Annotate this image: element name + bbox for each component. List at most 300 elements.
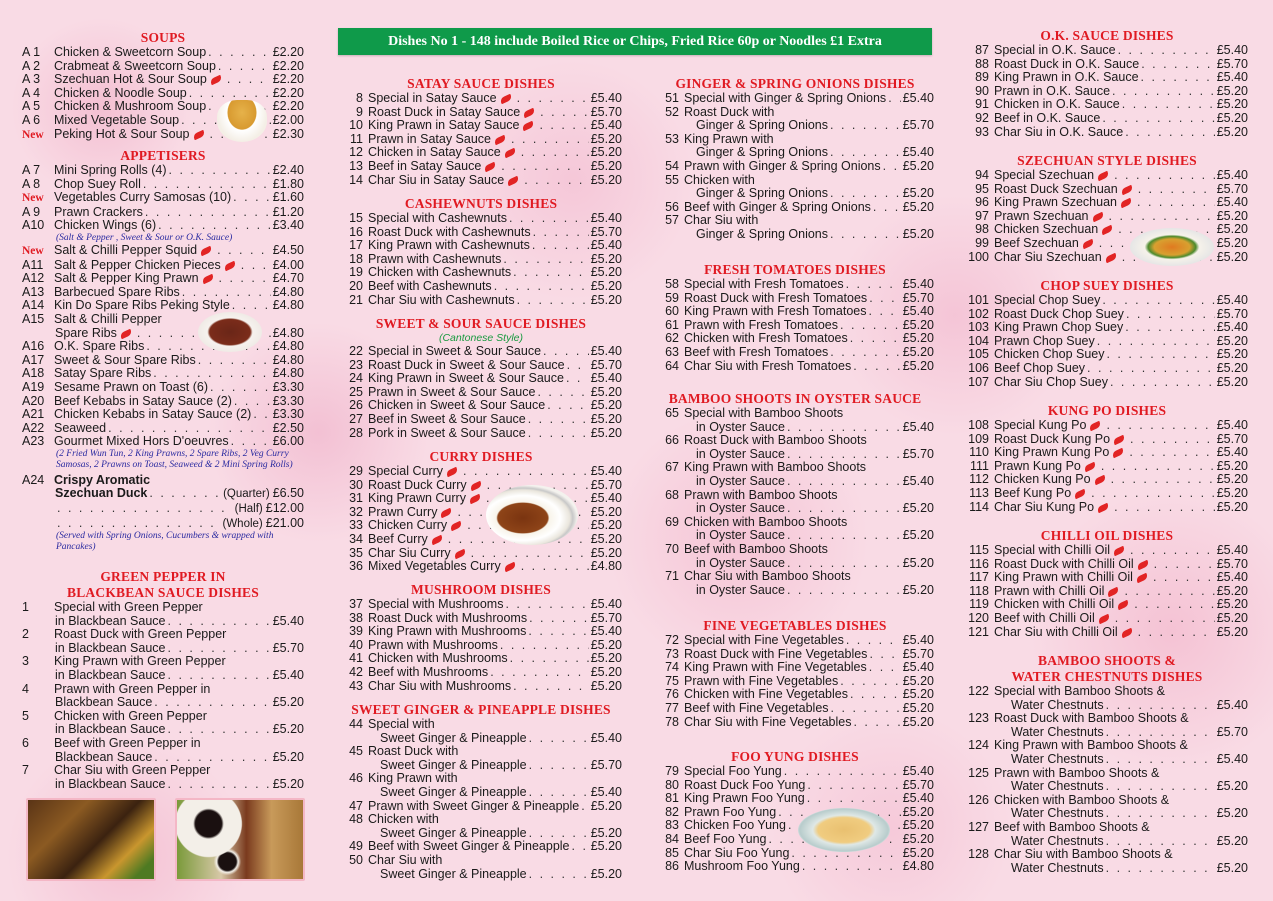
leader-dots [528, 427, 589, 441]
item-name: Chicken Kung Po [994, 472, 1091, 487]
leader-dots [566, 372, 589, 386]
item-price: £5.20 [272, 749, 304, 764]
item-number: 51 [665, 91, 679, 105]
item-number: 119 [969, 597, 989, 612]
item-name: King Prawn with [684, 131, 774, 146]
item-name: Prawn with Green Pepper in [54, 681, 211, 696]
menu-item [22, 164, 304, 178]
menu-item [340, 146, 622, 160]
leader-dots [528, 625, 588, 639]
item-number: A20 [22, 393, 45, 408]
item-number: 124 [968, 738, 989, 753]
new-badge: New [22, 192, 44, 205]
item-number: 122 [968, 684, 989, 698]
item-name: Sesame Prawn on Toast (6) [54, 379, 209, 394]
leader-dots [57, 517, 221, 531]
item-price: £5.20 [590, 531, 622, 546]
menu-item [656, 332, 934, 346]
leader-dots [533, 226, 589, 240]
item-price: £2.20 [272, 99, 304, 114]
leader-dots [1130, 433, 1215, 447]
leader-dots [1106, 753, 1215, 767]
item-number: 113 [969, 485, 989, 500]
chilli-icon [1073, 489, 1086, 500]
item-price: £5.20 [1216, 806, 1248, 821]
item-number: 24 [349, 371, 363, 386]
item-name: Chicken with Mushrooms [368, 651, 508, 666]
item-number: A13 [22, 284, 45, 299]
chilli-icon [1112, 434, 1125, 445]
leader-dots [253, 408, 270, 422]
leader-dots [853, 360, 901, 374]
chilli-icon [1104, 252, 1117, 263]
menu-item-continuation [966, 862, 1248, 876]
menu-item [340, 266, 622, 280]
item-name-line-2: in Oyster Sauce [696, 555, 785, 570]
item-name: Prawn with Fine Vegetables [684, 673, 839, 688]
menu-item [340, 519, 622, 533]
item-number: 97 [975, 208, 989, 223]
leader-dots [154, 751, 270, 765]
chilli-icon [503, 562, 516, 573]
item-price: £5.20 [1216, 485, 1248, 500]
item-number: A 4 [22, 85, 41, 100]
item-price: £5.20 [1216, 499, 1248, 514]
item-number: 9 [356, 104, 363, 119]
item-name: Beef Szechuan [994, 235, 1079, 250]
menu-item [340, 479, 622, 493]
item-price: £6.00 [272, 434, 304, 449]
item-name: Beef Foo Yung [684, 831, 767, 846]
item-number: 29 [349, 464, 363, 478]
item-name: King Prawn Chop Suey [994, 320, 1124, 335]
item-name-line-2: in Oyster Sauce [696, 473, 785, 488]
item-name: Seaweed [54, 420, 107, 435]
item-name: Beef Curry [368, 531, 428, 546]
leader-dots [1138, 626, 1215, 640]
menu-item [966, 98, 1248, 112]
leader-dots [1118, 44, 1215, 58]
item-name: King Prawn with Fresh Tomatoes [684, 304, 867, 319]
chilli-icon [506, 175, 519, 186]
item-price: £4.80 [272, 366, 304, 381]
menu-item-continuation [340, 827, 622, 841]
chilli-icon [1089, 421, 1102, 432]
item-number: 44 [349, 717, 363, 731]
duck-size-option [22, 487, 304, 502]
item-price: £5.20 [1216, 779, 1248, 794]
menu-item [656, 648, 934, 662]
item-number: 117 [969, 570, 989, 585]
section-fine-vegetables [656, 618, 934, 729]
menu-item-continuation [340, 759, 622, 773]
item-number: 68 [665, 487, 679, 502]
menu-item [340, 598, 622, 612]
menu-item [966, 501, 1248, 515]
item-name: Chicken with Cashewnuts [368, 265, 512, 280]
item-number: 23 [349, 357, 363, 372]
section-title: O.K. SAUCE DISHES [1040, 28, 1174, 43]
item-name: Roast Duck with Fine Vegetables [684, 646, 868, 661]
menu-item [656, 779, 934, 793]
item-name: Special with Green Pepper [54, 600, 203, 614]
item-price: £5.70 [590, 104, 622, 119]
chilli-icon [468, 494, 481, 505]
item-number: A14 [22, 298, 45, 313]
item-name: King Prawn in Sweet & Sour Sauce [368, 371, 564, 386]
item-price: £4.80 [272, 284, 304, 299]
item-price: £5.20 [590, 825, 622, 840]
menu-item [966, 585, 1248, 599]
item-price: £5.20 [590, 172, 622, 187]
section-ginger-spring-onions [656, 76, 934, 242]
item-name: O.K. Spare Ribs [54, 339, 145, 354]
item-price: £5.20 [902, 158, 934, 173]
item-name-line-2: Water Chestnuts [1011, 833, 1104, 848]
item-number: A 3 [22, 72, 41, 87]
item-name: Beef with Ginger & Spring Onions [684, 199, 871, 214]
item-price: £5.40 [902, 633, 934, 647]
item-price: £5.20 [590, 425, 622, 440]
item-name: Beef Chop Suey [994, 360, 1086, 375]
section-kung-po [966, 403, 1248, 514]
leader-dots [529, 827, 589, 841]
item-name: Special with Mushrooms [368, 597, 504, 611]
item-price: £5.40 [590, 238, 622, 253]
leader-dots [1130, 544, 1215, 558]
chilli-icon [1136, 559, 1149, 570]
new-badge: New [22, 244, 44, 257]
item-name-line-2: Sweet Ginger & Pineapple [380, 825, 527, 840]
leader-dots [1106, 699, 1215, 713]
chilli-icon [209, 75, 222, 86]
item-name: Mixed Vegetables Curry [368, 559, 501, 574]
item-price: £5.40 [590, 624, 622, 639]
item-number: A 2 [22, 58, 41, 73]
item-number: 78 [665, 714, 679, 729]
item-price: £4.80 [272, 298, 304, 313]
item-price: £5.20 [902, 818, 934, 833]
leader-dots [1106, 726, 1215, 740]
item-number: 107 [968, 374, 989, 389]
menu-item-continuation [656, 421, 934, 435]
menu-item [656, 543, 934, 557]
item-price: £4.80 [272, 352, 304, 367]
szechuan-plate-image [1130, 228, 1214, 266]
item-name: Roast Duck with Bamboo Shoots & [994, 711, 1189, 726]
menu-item-continuation [22, 778, 304, 792]
item-price: £12.00 [265, 501, 304, 516]
leader-dots [529, 759, 589, 773]
chilli-icon [493, 135, 506, 146]
menu-item-continuation [656, 475, 934, 489]
item-name: Char Siu in O.K. Sauce [994, 124, 1124, 139]
section-title: FINE VEGETABLES DISHES [703, 618, 887, 633]
item-name: Prawn with Chilli Oil [994, 583, 1105, 598]
item-number: 100 [968, 249, 989, 264]
leader-dots [168, 642, 271, 656]
menu-item [340, 212, 622, 226]
shredded-beef-photo [26, 798, 156, 881]
item-price: £5.40 [902, 277, 934, 291]
item-name: Vegetables Curry Samosas (10) [54, 190, 232, 205]
item-name-line-2: in Blackbean Sauce [55, 613, 166, 628]
item-number: 71 [665, 569, 679, 584]
menu-item [22, 367, 304, 381]
chilli-icon [522, 107, 535, 118]
item-name: Prawn with Mushrooms [368, 637, 498, 652]
leader-dots [853, 716, 900, 730]
menu-item [340, 745, 622, 759]
item-price: £2.40 [272, 163, 304, 177]
item-name: Special Kung Po [994, 418, 1087, 432]
menu-item [340, 560, 622, 574]
item-number: 40 [349, 637, 363, 652]
menu-item [340, 280, 622, 294]
chilli-icon [499, 94, 512, 105]
menu-item [966, 71, 1248, 85]
item-price: £5.40 [1216, 43, 1248, 57]
item-price: £5.20 [1216, 610, 1248, 625]
item-name: Roast Duck with [368, 744, 459, 759]
menu-item [656, 806, 934, 820]
menu-item [22, 286, 304, 300]
menu-item-continuation [966, 753, 1248, 767]
item-price: £4.70 [272, 271, 304, 286]
item-number: A18 [22, 366, 45, 381]
section-mushroom [340, 582, 622, 693]
item-name: King Prawn in Satay Sauce [368, 118, 520, 133]
item-price: £5.70 [1216, 181, 1248, 196]
leader-dots [153, 367, 270, 381]
leader-dots [1134, 598, 1215, 612]
item-name: Prawn Crackers [54, 204, 143, 219]
menu-item [22, 354, 304, 368]
menu-item-continuation [656, 146, 934, 160]
leader-dots [1106, 780, 1215, 794]
menu-item-continuation [340, 868, 622, 882]
item-number: 88 [975, 56, 989, 71]
leader-dots [846, 278, 901, 292]
item-number: 116 [969, 556, 989, 571]
item-name-line-2: Water Chestnuts [1011, 751, 1104, 766]
item-name: Special in O.K. Sauce [994, 43, 1116, 57]
item-number: 45 [349, 744, 363, 759]
item-name: Special with Bamboo Shoots & [994, 684, 1165, 698]
menu-item [340, 547, 622, 561]
menu-item [340, 506, 622, 520]
item-number: 118 [969, 583, 989, 598]
section-title-2: WATER CHESTNUTS DISHES [1011, 669, 1203, 684]
item-number: 37 [349, 597, 363, 611]
section-title: APPETISERS [120, 148, 206, 163]
item-name: Special with Fresh Tomatoes [684, 277, 844, 291]
item-name: Beef with Bamboo Shoots & [994, 819, 1150, 834]
leader-dots [503, 253, 588, 267]
item-name-line-2: Ginger & Spring Onions [696, 226, 829, 241]
leader-dots [227, 73, 271, 87]
leader-dots [831, 702, 901, 716]
item-name-line-2: Water Chestnuts [1011, 860, 1104, 875]
item-price: £5.40 [590, 491, 622, 506]
item-name-line-2: Szechuan Duck [55, 486, 148, 501]
item-price: £5.20 [272, 722, 304, 737]
item-number: 96 [975, 195, 989, 210]
item-name: Prawn with Bamboo Shoots [684, 487, 838, 502]
menu-item [656, 160, 934, 174]
menu-item [656, 461, 934, 475]
item-name: Roast Duck in Sweet & Sour Sauce [368, 357, 565, 372]
item-name: King Prawn Kung Po [994, 445, 1110, 460]
portion-size: (Half) [234, 503, 263, 516]
item-number: 61 [665, 317, 679, 332]
item-price: £5.20 [590, 637, 622, 652]
item-number: 79 [665, 764, 679, 778]
chilli-icon [1081, 239, 1094, 250]
item-number: A10 [22, 218, 45, 233]
item-number: 98 [975, 222, 989, 237]
menu-item [966, 433, 1248, 447]
leader-dots [219, 272, 271, 286]
item-number: 85 [665, 845, 679, 860]
section-title: FRESH TOMATOES DISHES [704, 262, 886, 277]
item-price: £5.20 [590, 504, 622, 519]
leader-dots [182, 286, 271, 300]
item-number: 93 [975, 124, 989, 139]
menu-item [340, 413, 622, 427]
item-price: £3.30 [272, 407, 304, 422]
item-number: 47 [349, 798, 363, 813]
menu-item-continuation [22, 696, 304, 710]
item-number: 3 [22, 654, 29, 669]
item-price: £5.20 [902, 528, 934, 543]
chilli-icon [1120, 184, 1133, 195]
item-number: 121 [968, 624, 989, 639]
item-name: Chicken with [368, 812, 439, 827]
item-price: £5.40 [590, 211, 622, 225]
menu-item [22, 340, 304, 354]
section-title: SWEET GINGER & PINEAPPLE DISHES [351, 702, 611, 717]
leader-dots [510, 652, 589, 666]
item-price: £5.70 [1216, 556, 1248, 571]
item-name: Special in Satay Sauce [368, 91, 497, 105]
menu-item [22, 683, 304, 697]
menu-item [966, 321, 1248, 335]
item-price: £5.20 [1216, 222, 1248, 237]
item-name: Chicken with Green Pepper [54, 708, 207, 723]
leader-dots [1114, 169, 1215, 183]
item-number: 56 [665, 199, 679, 214]
item-number: 82 [665, 804, 679, 819]
item-number: A23 [22, 434, 45, 449]
item-price: £5.70 [590, 610, 622, 625]
item-name: Char Siu with Bamboo Shoots & [994, 847, 1173, 862]
item-name: Roast Duck Curry [368, 477, 467, 492]
item-name-line-2: in Oyster Sauce [696, 582, 785, 597]
item-number: 65 [665, 406, 679, 420]
item-price: £5.20 [1216, 472, 1248, 487]
item-price: £5.70 [1216, 724, 1248, 739]
item-name-line-2: Ginger & Spring Onions [696, 145, 829, 160]
item-name-line-2: in Blackbean Sauce [55, 667, 166, 682]
item-name: Special Curry [368, 464, 444, 478]
item-number: 90 [975, 83, 989, 98]
leader-dots [1138, 183, 1215, 197]
leader-dots [505, 598, 588, 612]
item-name: Prawn in Satay Sauce [368, 131, 491, 146]
item-name: Sweet & Sour Spare Ribs [54, 352, 196, 367]
item-price: £5.70 [1216, 306, 1248, 321]
item-number: 39 [349, 624, 363, 639]
menu-item [656, 634, 934, 648]
menu-item-continuation [22, 723, 304, 737]
menu-item [656, 489, 934, 503]
item-price: £4.00 [272, 257, 304, 272]
item-name: Beef in Sweet & Sour Sauce [368, 411, 526, 426]
item-name: King Prawn with Bamboo Shoots & [994, 738, 1188, 753]
menu-item [966, 848, 1248, 862]
menu-item-continuation [656, 119, 934, 133]
section-title: CHILLI OIL DISHES [1040, 528, 1174, 543]
menu-item [340, 174, 622, 188]
item-name: Beef with Cashewnuts [368, 278, 492, 293]
item-number: 123 [968, 711, 989, 726]
item-number: 76 [665, 687, 679, 702]
item-number: 111 [969, 458, 989, 473]
item-name: Chicken Szechuan [994, 222, 1099, 237]
item-price: £5.20 [902, 804, 934, 819]
item-number: 66 [665, 433, 679, 448]
item-price: £5.20 [1216, 583, 1248, 598]
item-name-line-2: Ginger & Spring Onions [696, 186, 829, 201]
item-price: £2.20 [272, 58, 304, 73]
menu-item [22, 272, 304, 286]
item-price: £5.20 [902, 831, 934, 846]
item-number: 43 [349, 678, 363, 693]
item-price: £5.40 [902, 473, 934, 488]
item-price: £5.20 [590, 265, 622, 280]
chilli-icon [1096, 171, 1109, 182]
item-number: 126 [968, 792, 989, 807]
menu-item [966, 739, 1248, 753]
menu-item [966, 612, 1248, 626]
item-number: 91 [975, 97, 989, 112]
item-number: 80 [665, 777, 679, 792]
item-name: Char Siu Kung Po [994, 499, 1095, 514]
menu-item [656, 860, 934, 874]
item-price: £5.40 [272, 613, 304, 628]
item-price: £5.20 [902, 186, 934, 201]
menu-item [656, 792, 934, 806]
cantonese-style-note: (Cantonese Style) [438, 332, 524, 344]
item-name: Char Siu with [684, 213, 759, 228]
item-number: 31 [349, 491, 363, 506]
leader-dots [539, 119, 588, 133]
item-name-line-2: Water Chestnuts [1011, 779, 1104, 794]
item-name: Prawn in Sweet & Sour Sauce [368, 384, 536, 399]
menu-item [22, 408, 304, 422]
item-name: Gourmet Mixed Hors D'oeuvres [54, 434, 229, 449]
item-name: Beef with Fine Vegetables [684, 700, 829, 715]
item-number: 106 [968, 360, 989, 375]
item-price: £5.20 [590, 839, 622, 854]
menu-item [22, 259, 304, 273]
menu-item [22, 628, 304, 642]
menu-item [340, 800, 622, 814]
menu-item [340, 253, 622, 267]
item-number: 128 [968, 847, 989, 862]
item-price: £5.40 [590, 371, 622, 386]
